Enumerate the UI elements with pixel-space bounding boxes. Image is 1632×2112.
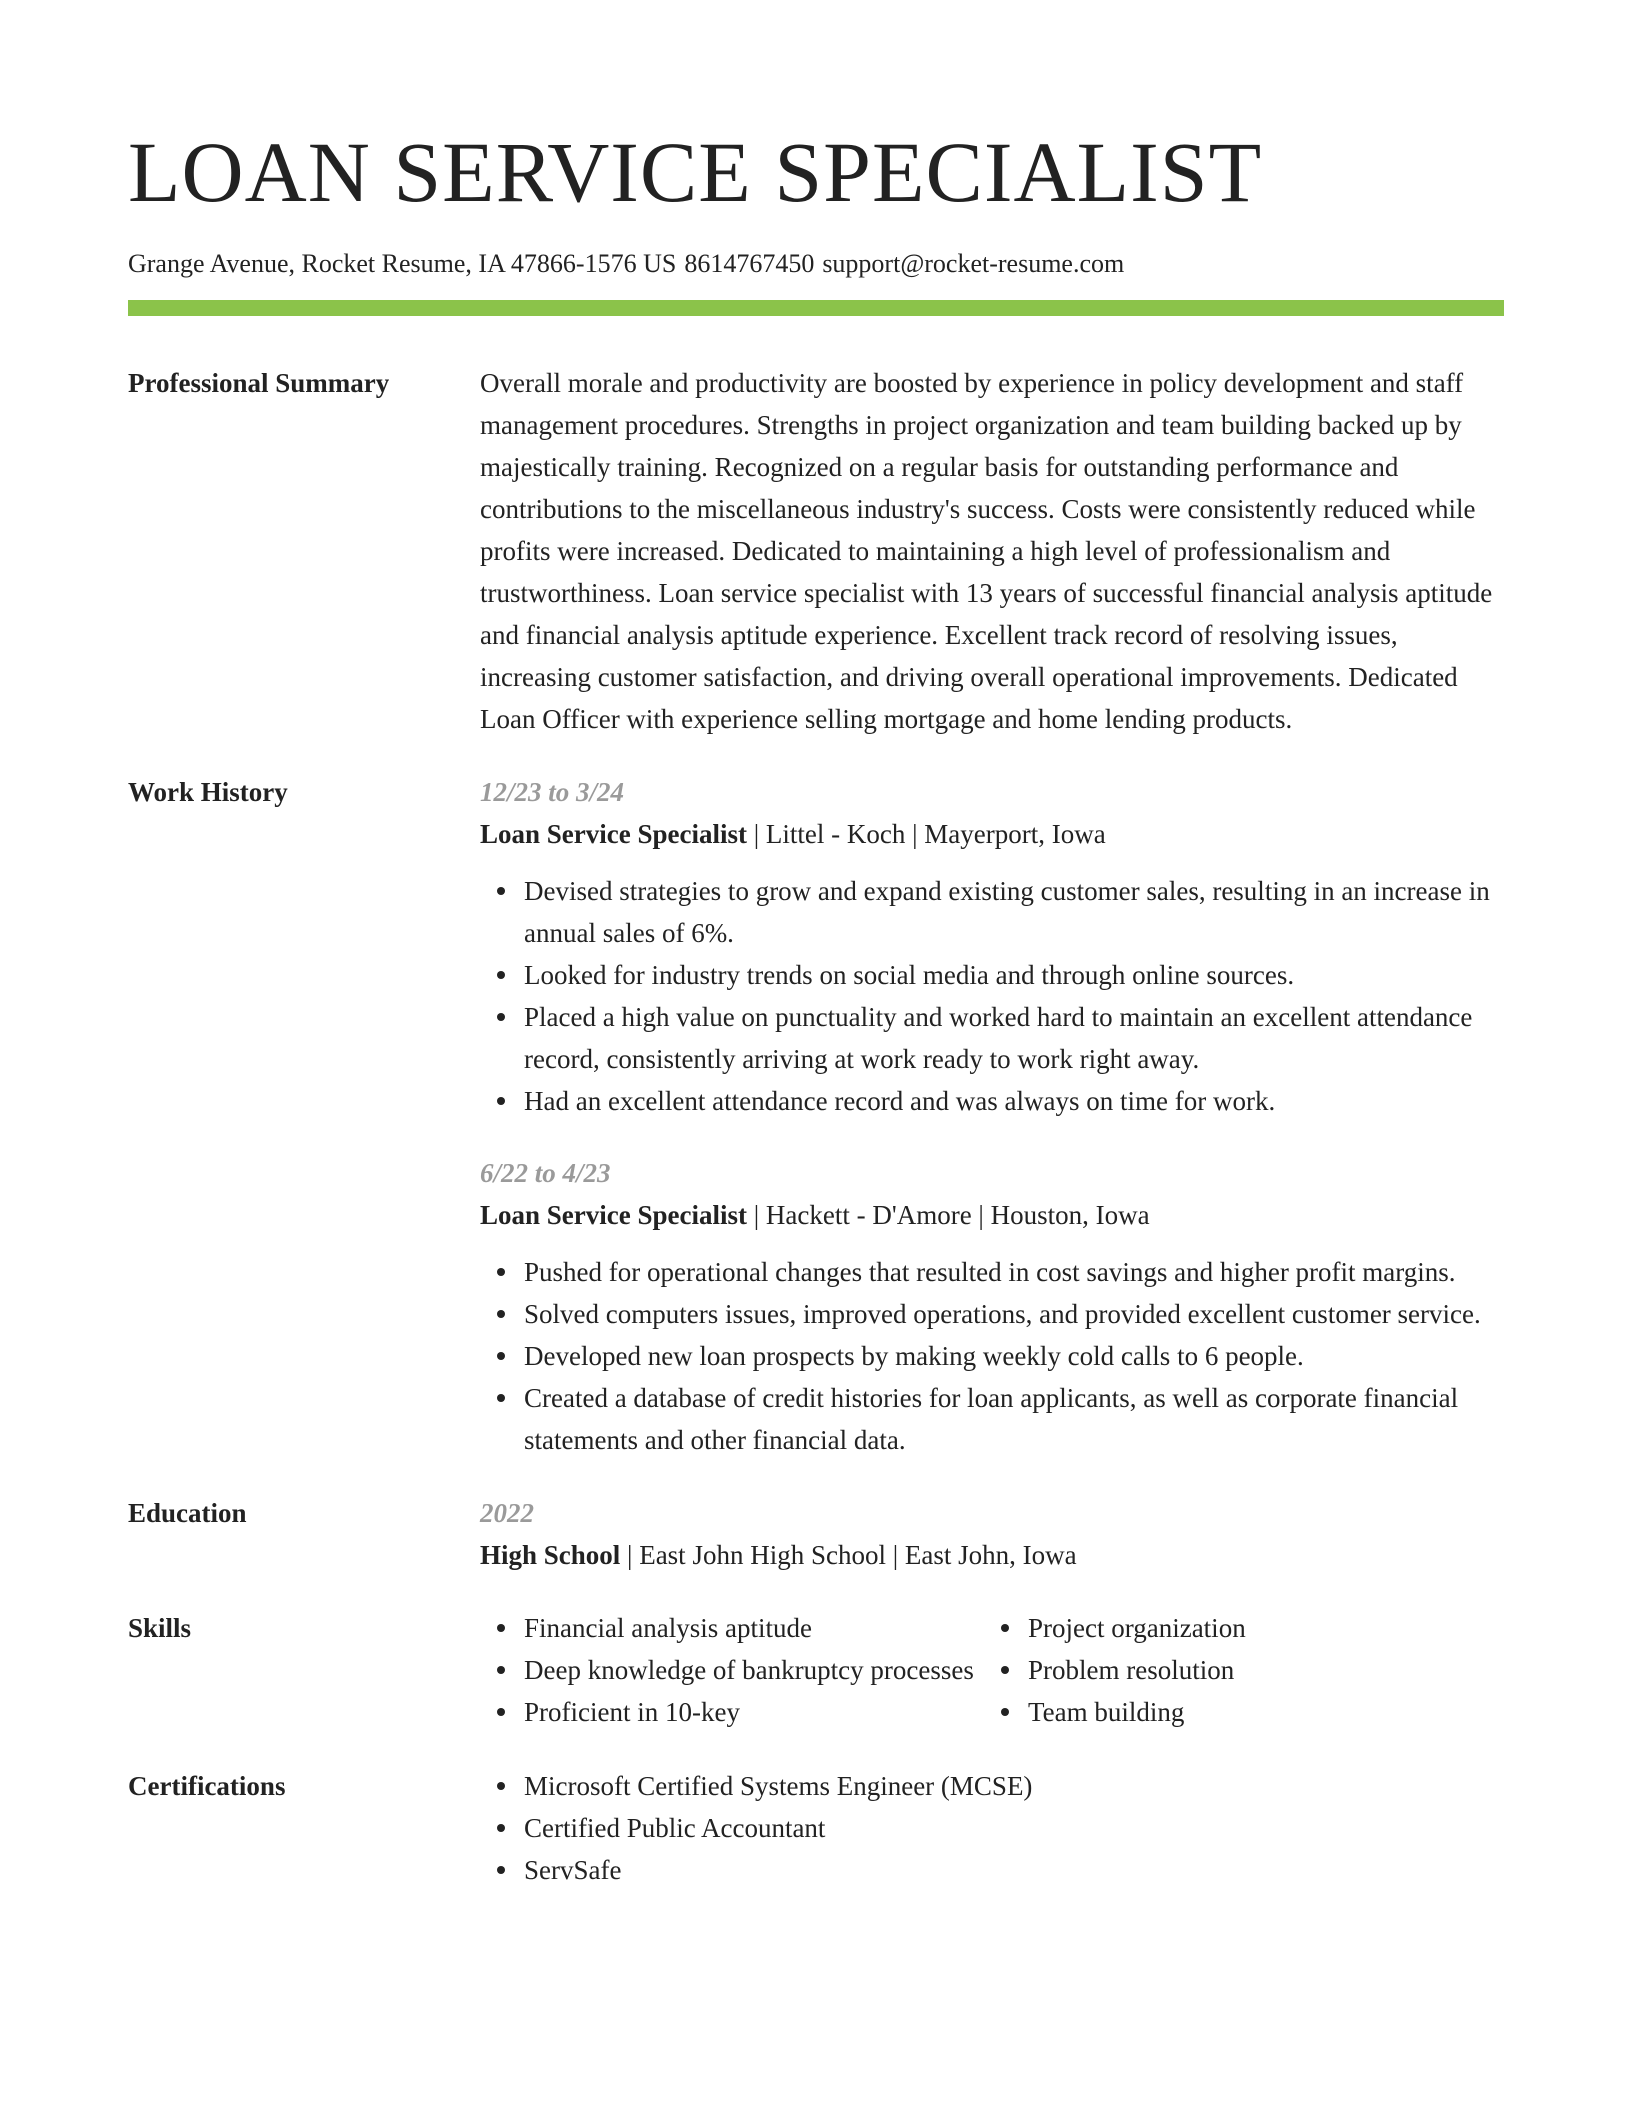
job-heading	[480, 813, 1504, 855]
education-heading	[480, 1534, 1504, 1576]
contact-line	[128, 248, 1504, 280]
list-item: Solved computers issues, improved operations, and provided excellent customer service.	[524, 1293, 1504, 1335]
list-item: Project organization	[1028, 1607, 1504, 1649]
section-label-summary: Professional Summary	[128, 368, 390, 398]
certifications-section	[128, 1765, 1504, 1891]
skills-list	[984, 1607, 1504, 1733]
contact-address: Grange Avenue, Rocket Resume, IA 47866-1576 US	[128, 249, 677, 278]
work-history-section	[128, 771, 1504, 1461]
job-entry	[480, 771, 1504, 1122]
job-dates: 6/22 to 4/23	[480, 1158, 611, 1188]
job-title: Loan Service Specialist	[480, 819, 747, 849]
section-label-work-history: Work History	[128, 777, 288, 807]
skills-section	[128, 1607, 1504, 1733]
skills-columns	[480, 1607, 1504, 1733]
skills-body	[480, 1607, 1504, 1733]
contact-email: support@rocket-resume.com	[822, 249, 1125, 278]
certifications-list	[480, 1765, 1504, 1891]
job-bullet-list	[480, 870, 1504, 1122]
list-item: Had an excellent attendance record and was always on time for work.	[524, 1080, 1504, 1122]
resume-header	[128, 0, 1504, 316]
skills-column-left	[480, 1607, 984, 1733]
list-item: Microsoft Certified Systems Engineer (MCSE)	[524, 1765, 1504, 1807]
list-item: Created a database of credit histories for loan applicants, as well as corporate financial statements and other financial data.	[524, 1377, 1504, 1461]
summary-section	[128, 362, 1504, 740]
list-item: Certified Public Accountant	[524, 1807, 1504, 1849]
list-item: Looked for industry trends on social media and through online sources.	[524, 954, 1504, 996]
resume-title: LOAN SERVICE SPECIALIST	[128, 124, 1263, 220]
job-company-location: | Hackett - D'Amore | Houston, Iowa	[746, 1200, 1150, 1230]
list-item: Placed a high value on punctuality and worked hard to maintain an excellent attendance record, consistently arriving at work ready to work right away.	[524, 996, 1504, 1080]
list-item: Deep knowledge of bankruptcy processes	[524, 1649, 984, 1691]
education-body	[480, 1492, 1504, 1576]
certifications-body	[480, 1765, 1504, 1891]
job-company-location: | Littel - Koch | Mayerport, Iowa	[746, 819, 1106, 849]
summary-text: Overall morale and productivity are boosted by experience in policy development and staff management procedures. Strengths in project organization and team building backed up by majestically training. Recognized on a regular basis for outstanding performance and contributions to the miscellaneous industry's success. Costs were consistently reduced while profits were increased. Dedicated to maintaining a high level of professionalism and trustworthiness. Loan service specialist with 13 years of successful financial analysis aptitude and financial analysis aptitude experience. Excellent track record of resolving issues, increasing customer satisfaction, and driving overall operational improvements. Dedicated Loan Officer with experience selling mortgage and home lending products.	[480, 368, 1493, 734]
skills-list	[480, 1607, 984, 1733]
job-dates: 12/23 to 3/24	[480, 777, 625, 807]
list-item: Team building	[1028, 1691, 1504, 1733]
education-year: 2022	[480, 1498, 534, 1528]
job-title: Loan Service Specialist	[480, 1200, 747, 1230]
section-label-skills: Skills	[128, 1613, 192, 1643]
job-bullet-list	[480, 1251, 1504, 1461]
job-entry	[480, 1152, 1504, 1461]
list-item: Pushed for operational changes that resulted in cost savings and higher profit margins.	[524, 1251, 1504, 1293]
list-item: Financial analysis aptitude	[524, 1607, 984, 1649]
contact-phone: 8614767450	[684, 249, 815, 278]
list-item: Developed new loan prospects by making weekly cold calls to 6 people.	[524, 1335, 1504, 1377]
job-heading	[480, 1194, 1504, 1236]
education-school-location: | East John High School | East John, Iowa	[620, 1540, 1077, 1570]
work-history-body	[480, 771, 1504, 1461]
list-item: Devised strategies to grow and expand existing customer sales, resulting in an increase in annual sales of 6%.	[524, 870, 1504, 954]
accent-divider	[128, 300, 1504, 316]
list-item: Problem resolution	[1028, 1649, 1504, 1691]
section-label-certifications: Certifications	[128, 1771, 286, 1801]
education-section	[128, 1492, 1504, 1576]
summary-body	[480, 362, 1504, 740]
list-item: Proficient in 10-key	[524, 1691, 984, 1733]
list-item: ServSafe	[524, 1849, 1504, 1891]
skills-column-right	[984, 1607, 1504, 1733]
education-degree: High School	[480, 1540, 621, 1570]
section-label-education: Education	[128, 1498, 247, 1528]
